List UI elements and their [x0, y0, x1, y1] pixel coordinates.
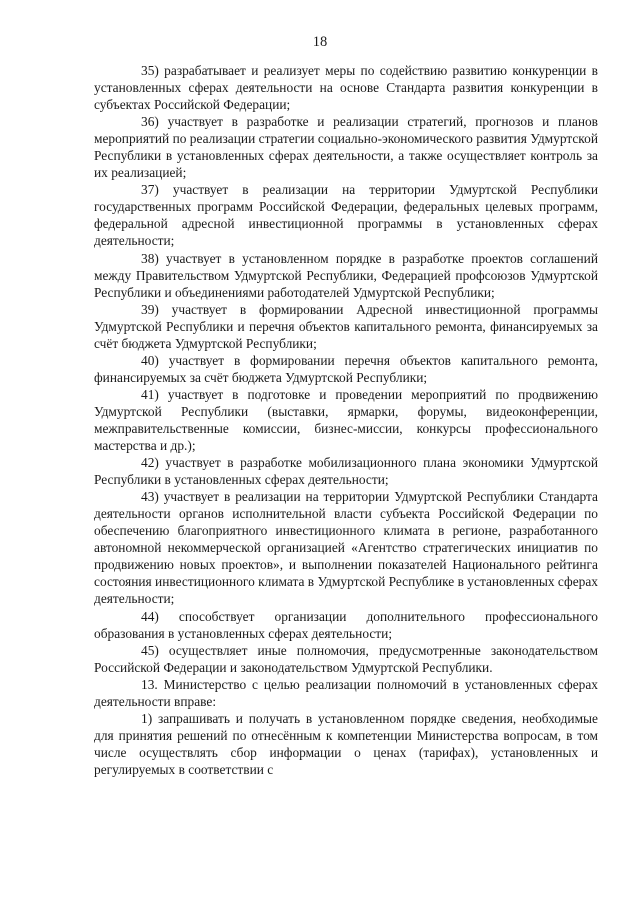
paragraph-item-36: 36) участвует в разработке и реализации стратегий, прогнозов и планов мероприятий по реализации стратегии социально-экономического развития Удмуртской Республики в установленных сферах деятельности, а также осуществляет контроль за их реализацией; [94, 114, 598, 181]
page-number: 18 [312, 34, 328, 50]
paragraph-item-42: 42) участвует в разработке мобилизационного плана экономики Удмуртской Республики в установленных сферах деятельности; [94, 455, 598, 488]
paragraph-item-35: 35) разрабатывает и реализует меры по содействию развитию конкуренции в установленных сферах деятельности на основе Стандарта развития конкуренции в субъектах Российской Федерации; [94, 63, 598, 113]
paragraph-item-38: 38) участвует в установленном порядке в разработке проектов соглашений между Правительством Удмуртской Республики, Федерацией профсоюзов Удмуртской Республики и объединениями работодателей Удмуртской Республики; [94, 250, 598, 300]
paragraph-item-13-1: 1) запрашивать и получать в установленном порядке сведения, необходимые для принятия решений по отнесённым к компетенции Министерства вопросам, в том числе осуществлять сбор информации о ценах (тарифах), установленных и регулируемых в соответствии с [94, 710, 598, 777]
paragraph-item-40: 40) участвует в формировании перечня объектов капитального ремонта, финансируемых за счёт бюджета Удмуртской Республики; [94, 352, 598, 385]
paragraph-item-44: 44) способствует организации дополнительного профессионального образования в установленных сферах деятельности; [94, 608, 598, 641]
paragraph-item-37: 37) участвует в реализации на территории Удмуртской Республики государственных программ Российской Федерации, федеральных целевых программ, федеральной адресной инвестиционной программы в установленных сферах деятельности; [94, 182, 598, 249]
section-13-paragraph: 13. Министерство с целью реализации полномочий в установленных сферах деятельности вправе: [94, 676, 598, 709]
paragraph-item-45: 45) осуществляет иные полномочия, предусмотренные законодательством Российской Федерации и законодательством Удмуртской Республики. [94, 642, 598, 675]
paragraph-item-43: 43) участвует в реализации на территории Удмуртской Республики Стандарта деятельности органов исполнительной власти субъекта Российской Федерации по обеспечению благоприятного инвестиционного климата в регионе, разработанного автономной некоммерческой организацией «Агентство стратегических инициатив по продвижению новых проектов», и выполнении показателей Национального рейтинга состояния инвестиционного климата в Удмуртской Республике в установленных сферах деятельности; [94, 489, 598, 607]
paragraph-item-39: 39) участвует в формировании Адресной инвестиционной программы Удмуртской Республики и перечня объектов капитального ремонта, финансируемых за счёт бюджета Удмуртской Республики; [94, 301, 598, 351]
paragraph-item-41: 41) участвует в подготовке и проведении мероприятий по продвижению Удмуртской Республики (выставки, ярмарки, форумы, видеоконференции, межправительственные комиссии, бизнес-миссии, конкурсы профессионального мастерства и др.); [94, 386, 598, 454]
document-body [94, 62, 598, 778]
